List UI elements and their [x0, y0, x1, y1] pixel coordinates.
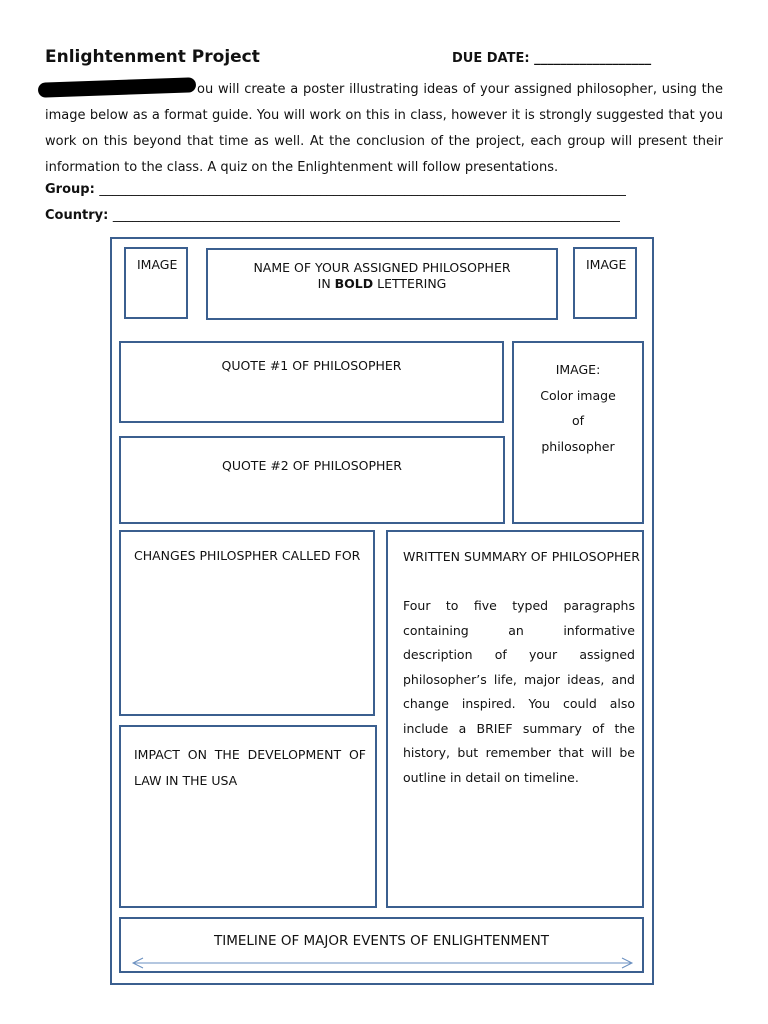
image-box-right — [573, 247, 637, 319]
changes-box — [119, 530, 375, 716]
instructions-text: ou will create a poster illustrating ideas of your assigned philosopher, using the image below as a format guide. You will work on this in class, however it is strongly suggested that you work on this beyond that time as well. At the conclusion of the project, each group will present their information to the class. A quiz on the Enlightenment will follow presentations. — [45, 82, 723, 175]
name-line-1: NAME OF YOUR ASSIGNED PHILOSOPHER — [253, 260, 511, 275]
group-line: _________________________________________________________________________________ — [99, 182, 626, 197]
quote-2-label: QUOTE #2 OF PHILOSOPHER — [221, 458, 402, 473]
quote-1-box — [119, 341, 504, 423]
color-image-line-2: of — [571, 413, 585, 428]
country-field — [45, 208, 620, 223]
color-image-text — [514, 357, 642, 459]
color-image-title: IMAGE: — [555, 362, 601, 377]
name-box-text — [208, 260, 556, 292]
timeline-arrow-icon — [131, 957, 634, 969]
image-left-label: IMAGE — [137, 257, 178, 272]
group-label: Group: — [45, 182, 95, 197]
bold-word: BOLD — [334, 276, 374, 291]
due-date: DUE DATE: __________________ — [452, 51, 652, 66]
color-image-box — [512, 341, 644, 524]
timeline-label: TIMELINE OF MAJOR EVENTS OF ENLIGHTENMENT — [214, 933, 549, 949]
impact-label: IMPACT ON THE DEVELOPMENT OF LAW IN THE USA — [134, 747, 366, 788]
summary-box — [386, 530, 644, 908]
country-label: Country: — [45, 208, 109, 223]
quote-2-box — [119, 436, 505, 524]
summary-body: Four to five typed paragraphs containing an informative description of your assigned philosopher’s life, major ideas, and change inspired. You could also include a BRIEF summary of the history, but remember that will be outline in detail on timeline. — [403, 598, 635, 785]
page-title: Enlightenment Project — [45, 47, 260, 67]
image-right-label: IMAGE — [586, 257, 627, 272]
timeline-box — [119, 917, 644, 973]
image-box-left — [124, 247, 188, 319]
quote-1-label: QUOTE #1 OF PHILOSOPHER — [221, 358, 402, 373]
summary-title: WRITTEN SUMMARY OF PHILOSOPHER — [403, 549, 640, 564]
name-line-2: IN BOLD LETTERING — [317, 276, 447, 291]
changes-label: CHANGES PHILOSPHER CALLED FOR — [134, 548, 361, 563]
color-image-line-3: philosopher — [541, 438, 615, 454]
country-line: ______________________________________________________________________________ — [112, 208, 620, 223]
color-image-line-1: Color image — [540, 387, 616, 403]
impact-box — [119, 725, 377, 908]
group-field — [45, 182, 626, 197]
name-box — [206, 248, 558, 320]
